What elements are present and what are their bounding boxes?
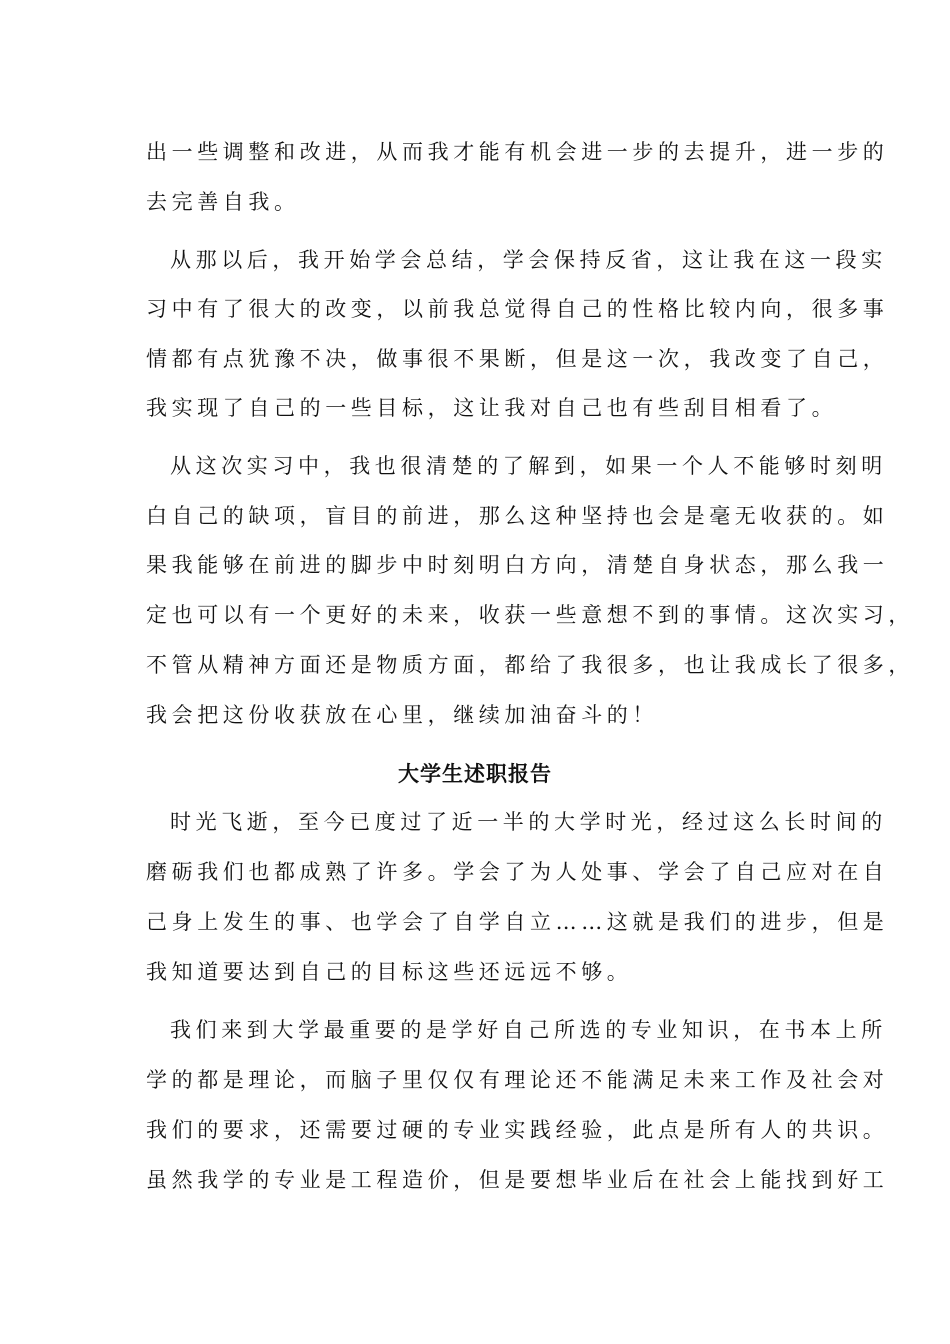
paragraph-line: 我会把这份收获放在心里，继续加油奋斗的！ xyxy=(146,703,658,727)
paragraph-line: 我实现了自己的一些目标，这让我对自己也有些刮目相看了。 xyxy=(146,396,838,420)
paragraph-line: 习中有了很大的改变，以前我总觉得自己的性格比较内向，很多事 xyxy=(146,297,889,321)
paragraph-line: 白自己的缺项，盲目的前进，那么这种坚持也会是毫无收获的。如 xyxy=(146,504,889,528)
paragraph-line: 我们来到大学最重要的是学好自己所选的专业知识，在书本上所 xyxy=(170,1018,887,1042)
paragraph-line: 磨砺我们也都成熟了许多。学会了为人处事、学会了自己应对在自 xyxy=(146,860,889,884)
paragraph-line: 时光飞逝，至今已度过了近一半的大学时光，经过这么长时间的 xyxy=(170,810,887,834)
paragraph-line: 我知道要达到自己的目标这些还远远不够。 xyxy=(146,960,633,984)
paragraph-line: 从这次实习中，我也很清楚的了解到，如果一个人不能够时刻明 xyxy=(170,454,887,478)
paragraph-line: 情都有点犹豫不决，做事很不果断，但是这一次，我改变了自己， xyxy=(146,347,889,371)
paragraph-line: 果我能够在前进的脚步中时刻明白方向，清楚自身状态，那么我一 xyxy=(146,553,889,577)
paragraph-line: 虽然我学的专业是工程造价，但是要想毕业后在社会上能找到好工 xyxy=(146,1168,889,1192)
paragraph-line: 从那以后，我开始学会总结，学会保持反省，这让我在这一段实 xyxy=(170,248,887,272)
paragraph-line: 定也可以有一个更好的未来，收获一些意想不到的事情。这次实习， xyxy=(146,603,914,627)
paragraph-line: 出一些调整和改进，从而我才能有机会进一步的去提升，进一步的 xyxy=(146,140,889,164)
paragraph-line: 学的都是理论，而脑子里仅仅有理论还不能满足未来工作及社会对 xyxy=(146,1068,889,1092)
section-title: 大学生述职报告 xyxy=(398,761,552,786)
paragraph-line: 去完善自我。 xyxy=(146,190,300,214)
paragraph-line: 我们的要求，还需要过硬的专业实践经验，此点是所有人的共识。 xyxy=(146,1118,889,1142)
paragraph-line: 己身上发生的事、也学会了自学自立……这就是我们的进步，但是 xyxy=(146,910,889,934)
paragraph-line: 不管从精神方面还是物质方面，都给了我很多，也让我成长了很多， xyxy=(146,653,914,677)
